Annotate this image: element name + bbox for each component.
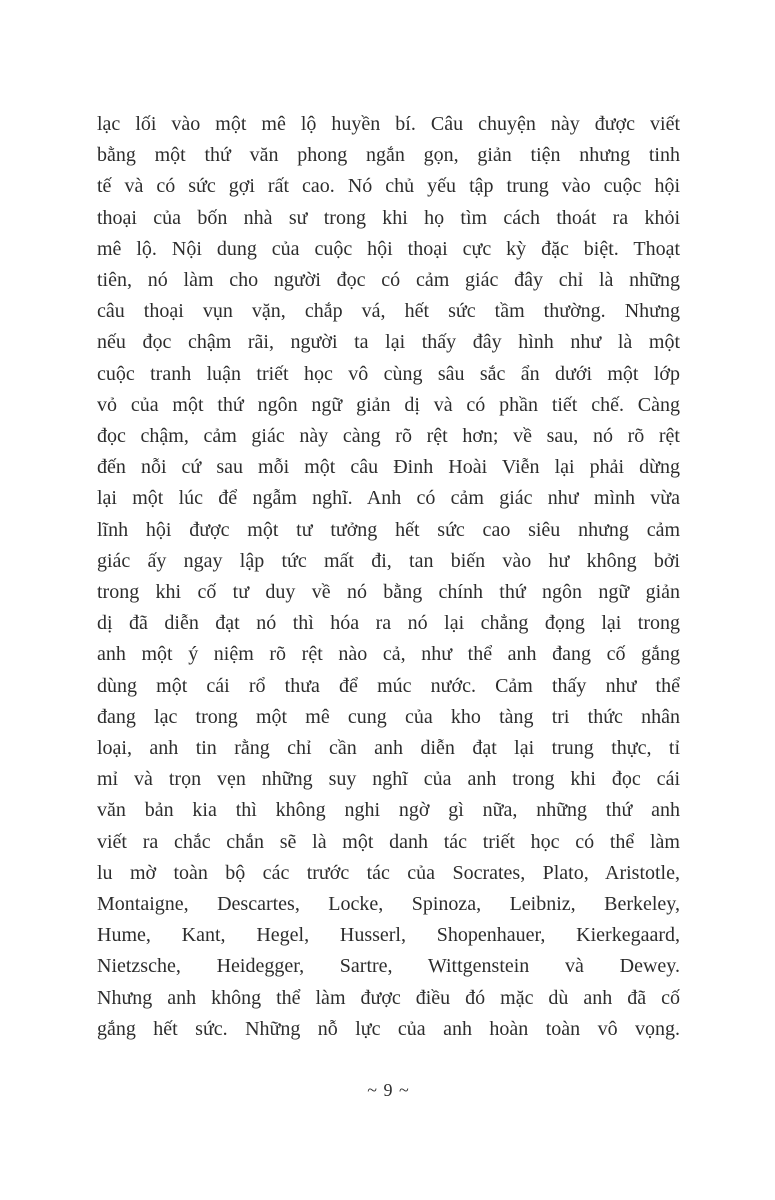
text-line: tiên, nó làm cho người đọc có cảm giác đây chỉ là những bbox=[97, 269, 680, 292]
text-line: Hume, Kant, Hegel, Husserl, Shopenhauer, Kierkegaard, bbox=[97, 924, 680, 947]
text-line: Nhưng anh không thể làm được điều đó mặc dù anh đã cố bbox=[97, 986, 680, 1009]
text-line: tế và có sức gợi rất cao. Nó chủ yếu tập trung vào cuộc hội bbox=[97, 175, 680, 198]
text-line: đến nỗi cứ sau mỗi một câu Đinh Hoài Viễn lại phải dừng bbox=[97, 456, 680, 479]
text-line: thoại của bốn nhà sư trong khi họ tìm cách thoát ra khỏi bbox=[97, 206, 680, 229]
text-line: dùng một cái rổ thưa để múc nước. Cảm thấy như thể bbox=[97, 674, 680, 697]
text-line: gắng hết sức. Những nỗ lực của anh hoàn toàn vô vọng. bbox=[97, 1017, 680, 1040]
text-line: bằng một thứ văn phong ngắn gọn, giản tiện nhưng tinh bbox=[97, 144, 680, 167]
body-text bbox=[97, 109, 680, 1045]
text-line: anh một ý niệm rõ rệt nào cả, như thể anh đang cố gắng bbox=[97, 643, 680, 666]
text-line: dị đã diễn đạt nó thì hóa ra nó lại chẳng đọng lại trong bbox=[97, 612, 680, 635]
text-line: cuộc tranh luận triết học vô cùng sâu sắc ẩn dưới một lớp bbox=[97, 362, 680, 385]
text-line: giác ấy ngay lập tức mất đi, tan biến vào hư không bởi bbox=[97, 549, 680, 572]
text-line: trong khi cố tư duy về nó bằng chính thứ ngôn ngữ giản bbox=[97, 581, 680, 604]
text-line: câu thoại vụn vặn, chắp vá, hết sức tầm thường. Nhưng bbox=[97, 300, 680, 323]
text-line: lu mờ toàn bộ các trước tác của Socrates, Plato, Aristotle, bbox=[97, 861, 680, 884]
text-line: đang lạc trong một mê cung của kho tàng tri thức nhân bbox=[97, 705, 680, 728]
text-line: vỏ của một thứ ngôn ngữ giản dị và có phần tiết chế. Càng bbox=[97, 393, 680, 416]
text-line: nếu đọc chậm rãi, người ta lại thấy đây hình như là một bbox=[97, 331, 680, 354]
text-line: viết ra chắc chắn sẽ là một danh tác triết học có thể làm bbox=[97, 830, 680, 853]
text-line: đọc chậm, cảm giác này càng rõ rệt hơn; về sau, nó rõ rệt bbox=[97, 425, 680, 448]
text-line: lĩnh hội được một tư tưởng hết sức cao siêu nhưng cảm bbox=[97, 518, 680, 541]
text-line: lại một lúc để ngẫm nghĩ. Anh có cảm giác như mình vừa bbox=[97, 487, 680, 510]
text-line: mê lộ. Nội dung của cuộc hội thoại cực kỳ đặc biệt. Thoạt bbox=[97, 237, 680, 260]
page-number: ~ 9 ~ bbox=[367, 1080, 410, 1100]
text-line: văn bản kia thì không nghi ngờ gì nữa, những thứ anh bbox=[97, 799, 680, 822]
text-line: mỉ và trọn vẹn những suy nghĩ của anh trong khi đọc cái bbox=[97, 768, 680, 791]
text-line: loại, anh tin rằng chỉ cần anh diễn đạt lại trung thực, tỉ bbox=[97, 737, 680, 760]
text-line: Nietzsche, Heidegger, Sartre, Wittgenstein và Dewey. bbox=[97, 955, 680, 978]
text-line: Montaigne, Descartes, Locke, Spinoza, Leibniz, Berkeley, bbox=[97, 893, 680, 916]
text-line: lạc lối vào một mê lộ huyền bí. Câu chuyện này được viết bbox=[97, 113, 680, 135]
